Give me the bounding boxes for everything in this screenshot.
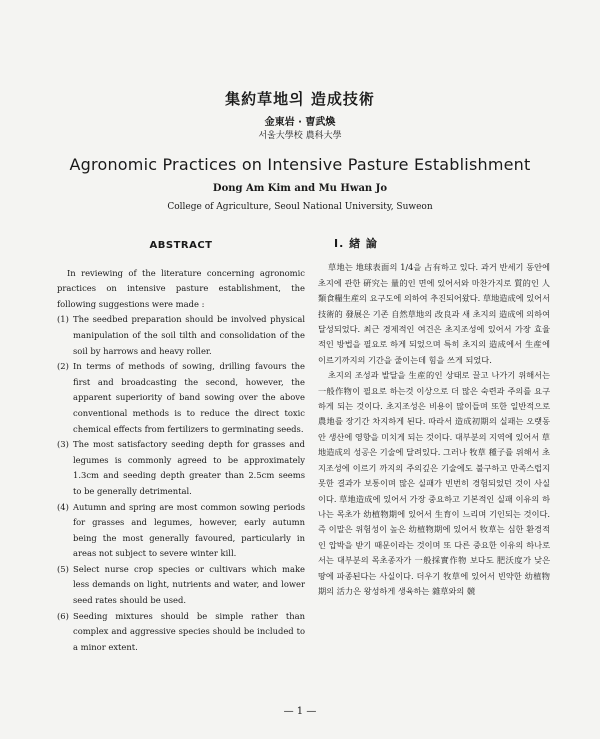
- abstract-column: [57, 238, 305, 655]
- item-text: The seedbed preparation should be involved physical manipulation of the soil tilth and consolidation of the soil by harrows and heavy roller.: [73, 314, 305, 356]
- item-text: Seeding mixtures should be simple rather than complex and aggressive species should be included to a minor extent.: [73, 610, 305, 652]
- item-text: Select nurse crop species or cultivars which make less demands on light, nutrients and water, and lower seed rates should be used.: [73, 563, 305, 606]
- korean-affiliation: 서울大學校 農科大學: [258, 131, 342, 141]
- introduction-column: [318, 236, 550, 599]
- abstract-item: [57, 500, 305, 562]
- item-number: (6): [57, 610, 69, 621]
- section-heading: I. 緖 論: [334, 237, 378, 250]
- item-number: (4): [57, 501, 69, 512]
- item-text: Autumn and spring are most common sowing periods for grasses and legumes, however, early autumn being the most generally favoured, particularly in areas not subject to severe winter kill.: [73, 501, 305, 559]
- body-paragraph: 草地는 地球表面의 1/4을 占有하고 있다. 과거 반세기 동안에 초지에 관한 硏究는 量的인 면에 있어서와 마찬가지로 質的인 人類食糧生産의 요구도에 의하여 추진되어왔다. 草地造成에 있어서 技術的 發展은 기존 自然草地의 改良과 새 초지의 造成에 의하여 달성되었다. 최근 경제적인 여건은 초지조성에 있어서 가장 효율적인 방법을 필요로 하게 되었으며 특히 초지의 造成에서 生産에 이르기까지의 기간을 줄이는데 힘을 쓰게 되었다.: [318, 262, 550, 365]
- body-paragraph: 초지의 조성과 발달을 生産的인 상태로 끌고 나가기 위해서는 一般作物이 필요로 하는것 이상으로 더 많은 숙련과 주의를 요구하게 되는 것이다. 초지조성은 비용이 많이들며 또한 일반적으로 農地를 장기간 차지하게 된다. 따라서 造成初期의 실패는 오랫동안 생산에 영향을 미치게 되는 것이다. 대부분의 지역에 있어서 草地造成의 성공은 기술에 달려있다. 그러나 牧草 種子를 위해서 초지조성에 이르기 까지의 주의깊은 기술에도 불구하고 만족스럽지 못한 결과가 보통이며 많은 실패가 빈번히 경험되었던 것이 사실이다. 草地造成에 있어서 가장 중요하고 기본적인 실패 이유의 하나는 목초가 幼植物期에 있어서 生育이 느리며 기인되는 것이다. 즉 이말은 위험성이 높은 幼植物期에 있어서 牧草는 심한 환경적인 압박을 받기 때문이라는 것이며 또 다른 중요한 이유의 하나로서는 대부분의 목초종자가 一般採實作物 보다도 肥沃度가 낮은 땅에 파종된다는 사실이다. 더우기 牧草에 있어서 빈약한 幼植物期의 活力은 왕성하게 생육하는 雜草와의 競: [318, 370, 550, 596]
- item-number: (5): [57, 563, 69, 574]
- english-affiliation: College of Agriculture, Seoul National University, Suweon: [167, 202, 433, 212]
- korean-title: 集約草地의 造成技術: [225, 90, 375, 108]
- abstract-item: [57, 437, 305, 499]
- item-number: (2): [57, 361, 69, 372]
- abstract-heading: ABSTRACT: [149, 240, 213, 251]
- english-title: Agronomic Practices on Intensive Pasture Establishment: [69, 155, 531, 174]
- abstract-item: [57, 609, 305, 656]
- english-authors: Dong Am Kim and Mu Hwan Jo: [212, 183, 388, 194]
- item-text: In terms of methods of sowing, drilling favours the first and broadcasting the second, however, the apparent superiority of band sowing over the above conventional methods is to reduce the direct toxic chemical effects from fertilizers to germinating seeds.: [73, 361, 305, 434]
- abstract-item: [57, 312, 305, 359]
- abstract-item: [57, 359, 305, 437]
- abstract-intro: In reviewing of the literature concerning agronomic practices on intensive pasture establishment, the following suggestions were made :: [57, 267, 305, 309]
- abstract-item: [57, 562, 305, 609]
- page-number: — 1 —: [283, 706, 317, 717]
- item-text: The most satisfactory seeding depth for grasses and legumes is commonly agreed to be approximately 1.3cm and seeding depth greater than 2.5cm seems to be generally detrimental.: [73, 439, 305, 496]
- item-number: (3): [57, 439, 69, 450]
- item-number: (1): [57, 314, 69, 325]
- korean-authors: 金東岩 · 曺武煥: [264, 117, 336, 128]
